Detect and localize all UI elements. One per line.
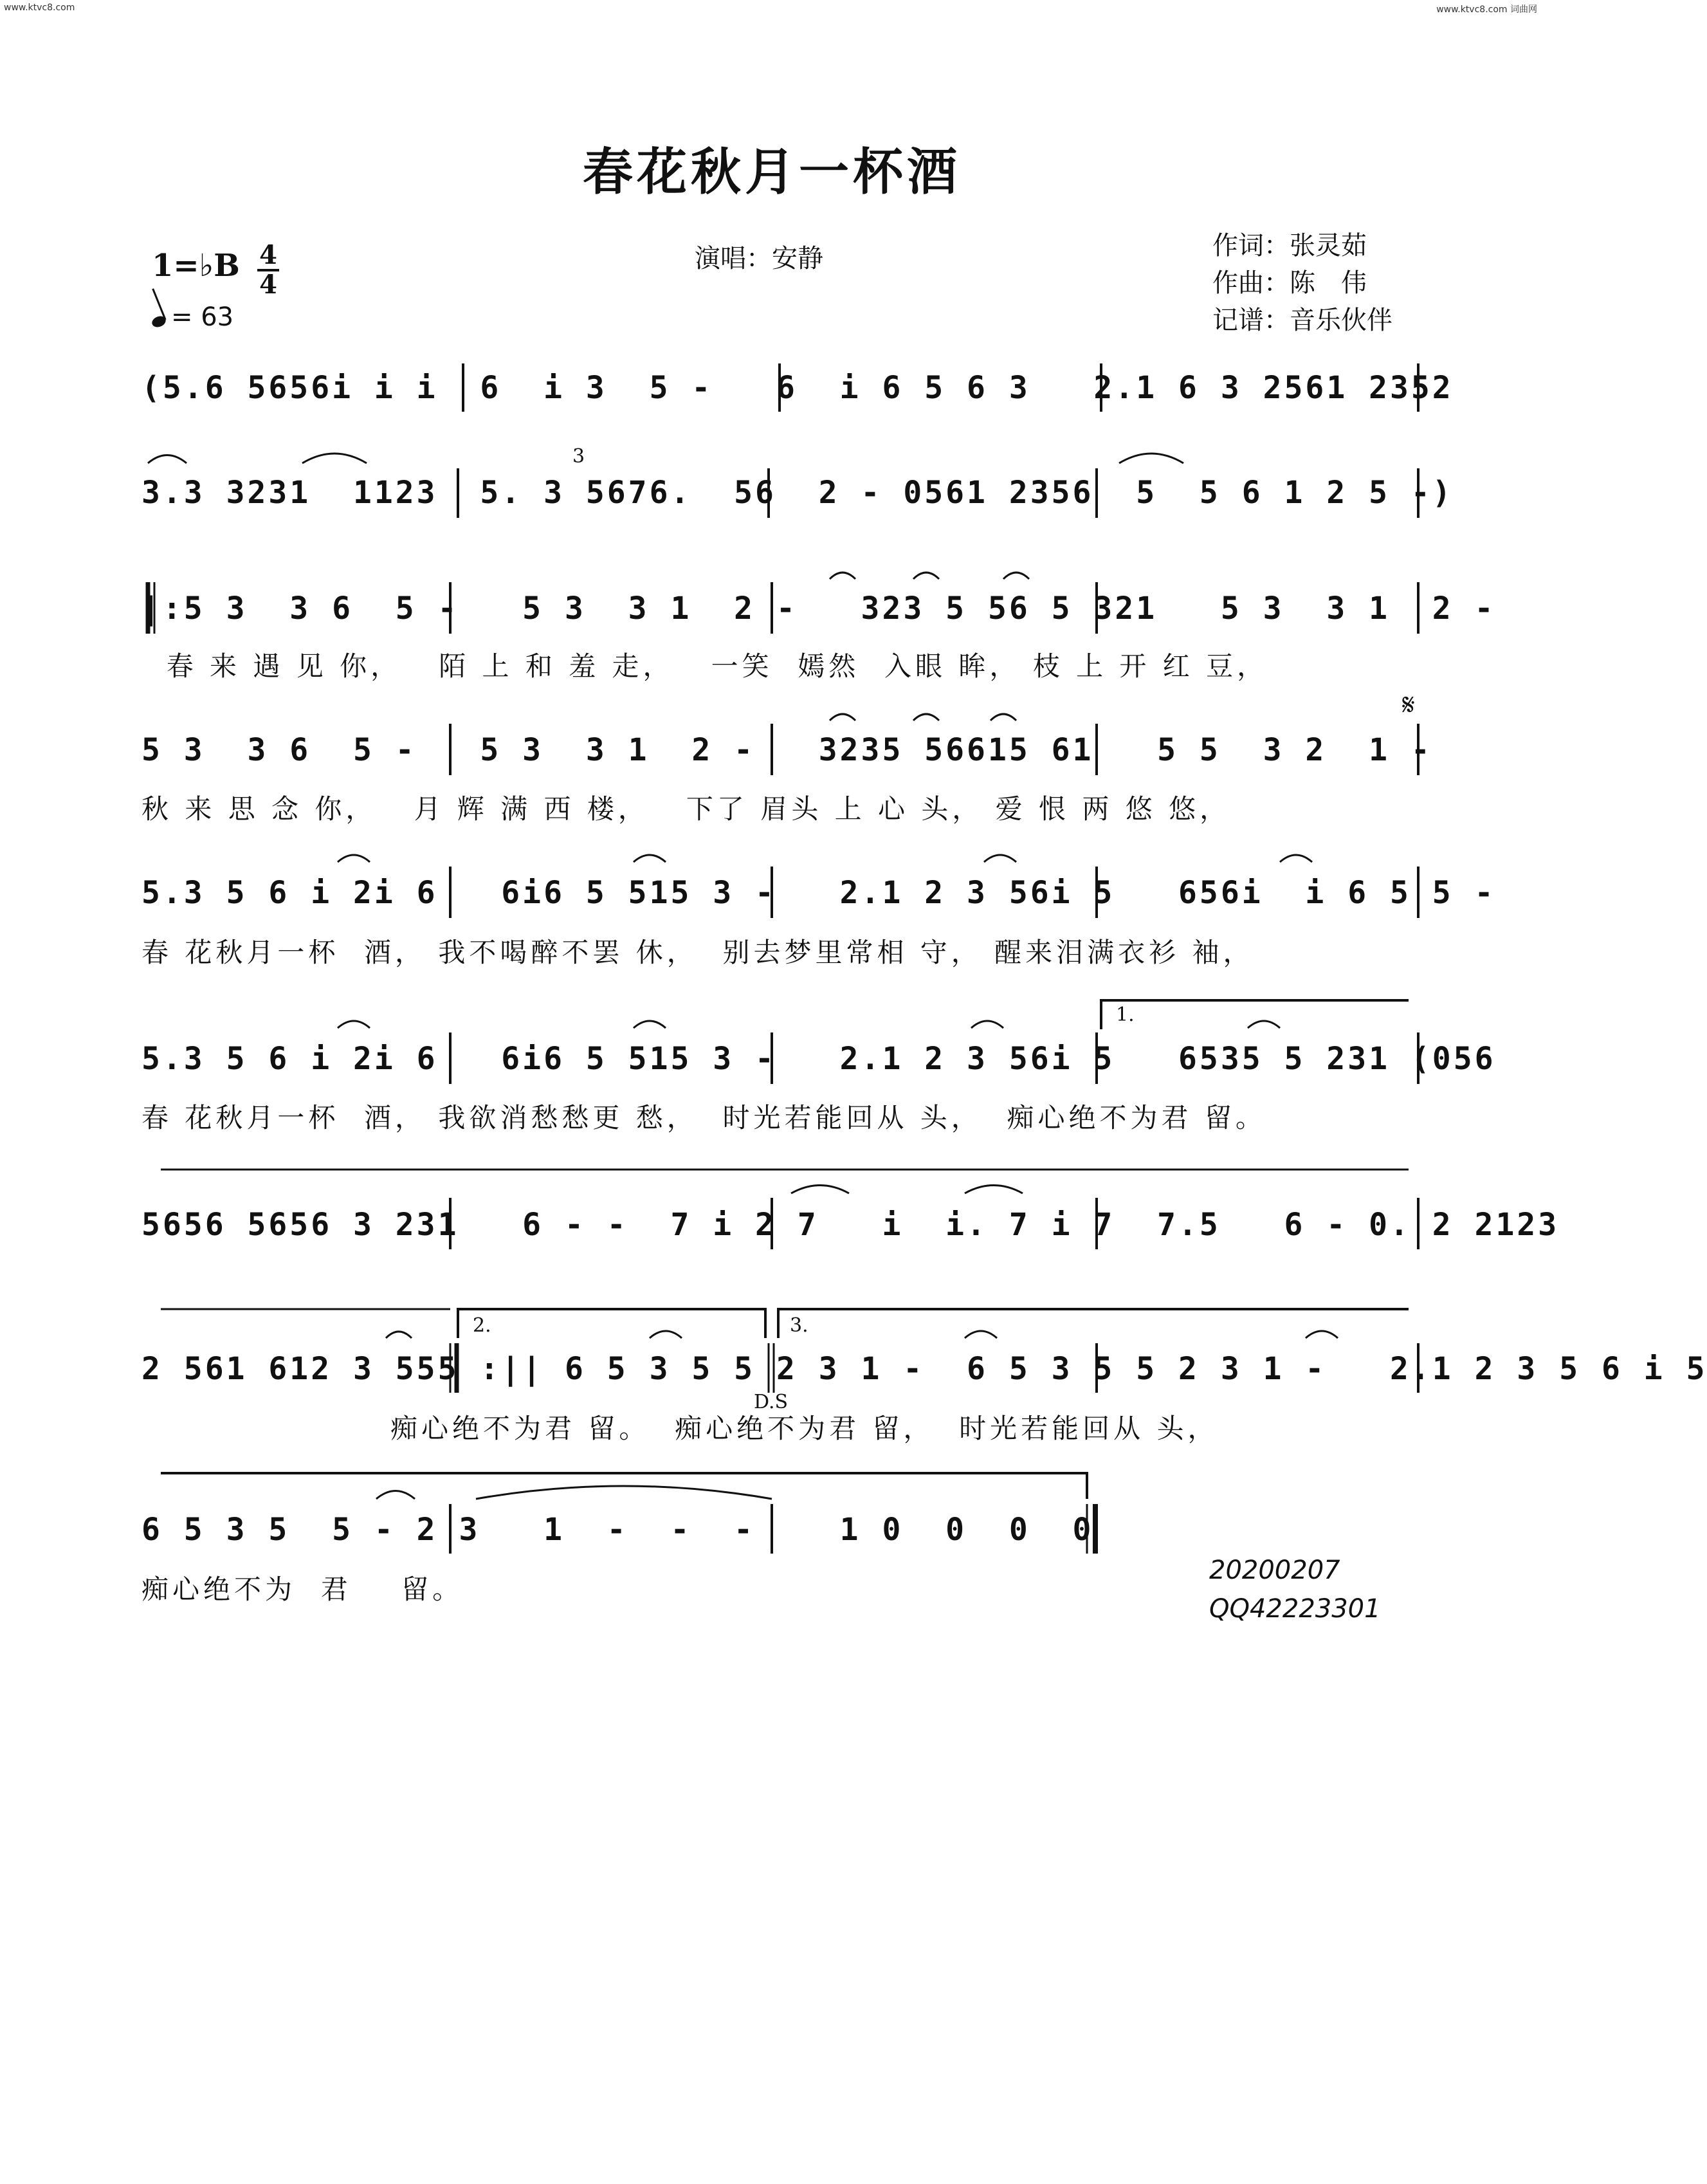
notation-row-1: (5.6 5656i i i 6 i 3 5 - 6 i 6 5 6 3 2.1 6 3 2561 2352 <box>141 370 1454 406</box>
volta-3-label: 3. <box>790 1314 808 1337</box>
notation-row-4: 5 3 3 6 5 - 5 3 3 1 2 - 3235 56615 61 5 5 3 2 1 - <box>141 732 1432 768</box>
singer-credit: 演唱：安静 <box>695 244 823 273</box>
lyrics-row-9: 痴心绝不为 君 留。 <box>141 1574 464 1605</box>
lyrics-row-3: 春 来 遇 见 你， 陌 上 和 羞 走， 一笑 嫣然 入眼 眸， 枝 上 开 红 豆， <box>141 650 1268 682</box>
notation-row-2: 3.3 3231 1123 5. 3 5676. 56 2 - 0561 2356 5 5 6 1 2 5 -) <box>141 475 1454 511</box>
lyricist-credit: 作词：张灵茹 <box>1212 231 1367 261</box>
key-signature: 1=♭B <box>152 248 240 284</box>
notation-row-6: 5.3 5 6 i 2i 6 6i6 5 515 3 - 2.1 2 3 56i 5 6535 5 231 (056 <box>141 1041 1496 1077</box>
signature-date: 20200207 <box>1209 1555 1340 1585</box>
site-watermark-right: www.ktvc8.com 词曲网 <box>1436 5 1537 15</box>
signature-qq: QQ42223301 <box>1209 1594 1381 1624</box>
lyrics-row-4: 秋 来 思 念 你， 月 辉 满 西 楼， 下了 眉头 上 心 头， 爱 恨 两 悠 悠， <box>141 793 1231 825</box>
lyrics-row-6: 春 花秋月一杯 酒， 我欲消愁愁更 愁， 时光若能回从 头， 痴心绝不为君 留。 <box>141 1102 1266 1133</box>
triplet-mark: 3 <box>572 445 585 468</box>
notation-row-7: 5656 5656 3 231 6 - - 7 i 2 7 i i. 7 i 7 7.5 6 - 0. 2 2123 <box>141 1207 1560 1243</box>
transcriber-credit: 记谱：音乐伙伴 <box>1212 306 1392 335</box>
song-title: 春花秋月一杯酒 <box>582 143 961 201</box>
site-watermark-left: www.ktvc8.com <box>4 3 75 13</box>
segno-sign: 𝄋 <box>1402 687 1415 722</box>
time-signature-top: 4 <box>259 240 277 270</box>
time-signature-bottom: 4 <box>259 270 277 300</box>
volta-2-label: 2. <box>473 1314 491 1337</box>
lyrics-row-5: 春 花秋月一杯 酒， 我不喝醉不罢 休， 别去梦里常相 守， 醒来泪满衣衫 袖， <box>141 937 1254 968</box>
notation-row-5: 5.3 5 6 i 2i 6 6i6 5 515 3 - 2.1 2 3 56i 5 656i i 6 5 5 - <box>141 875 1496 911</box>
ds-mark: D.S <box>754 1391 789 1413</box>
notation-row-3: |:5 3 3 6 5 - 5 3 3 1 2 - 323 5 56 5 321 5 3 3 1 2 - <box>141 591 1496 627</box>
composer-credit: 作曲：陈 伟 <box>1212 268 1367 298</box>
volta-1-label: 1. <box>1116 1004 1135 1026</box>
notation-row-9: 6 5 3 5 5 - 2 3 1 - - - 1 0 0 0 0 <box>141 1512 1094 1548</box>
tempo-value: = 63 <box>171 302 234 332</box>
lyrics-row-8: 痴心绝不为君 留。 痴心绝不为君 留， 时光若能回从 头， <box>141 1413 1219 1444</box>
notation-row-8: 2 561 612 3 555 :|| 6 5 3 5 5 2 3 1 - 6 5 3 5 5 2 3 1 - 2.1 2 3 5 6 i 5 <box>141 1351 1707 1387</box>
